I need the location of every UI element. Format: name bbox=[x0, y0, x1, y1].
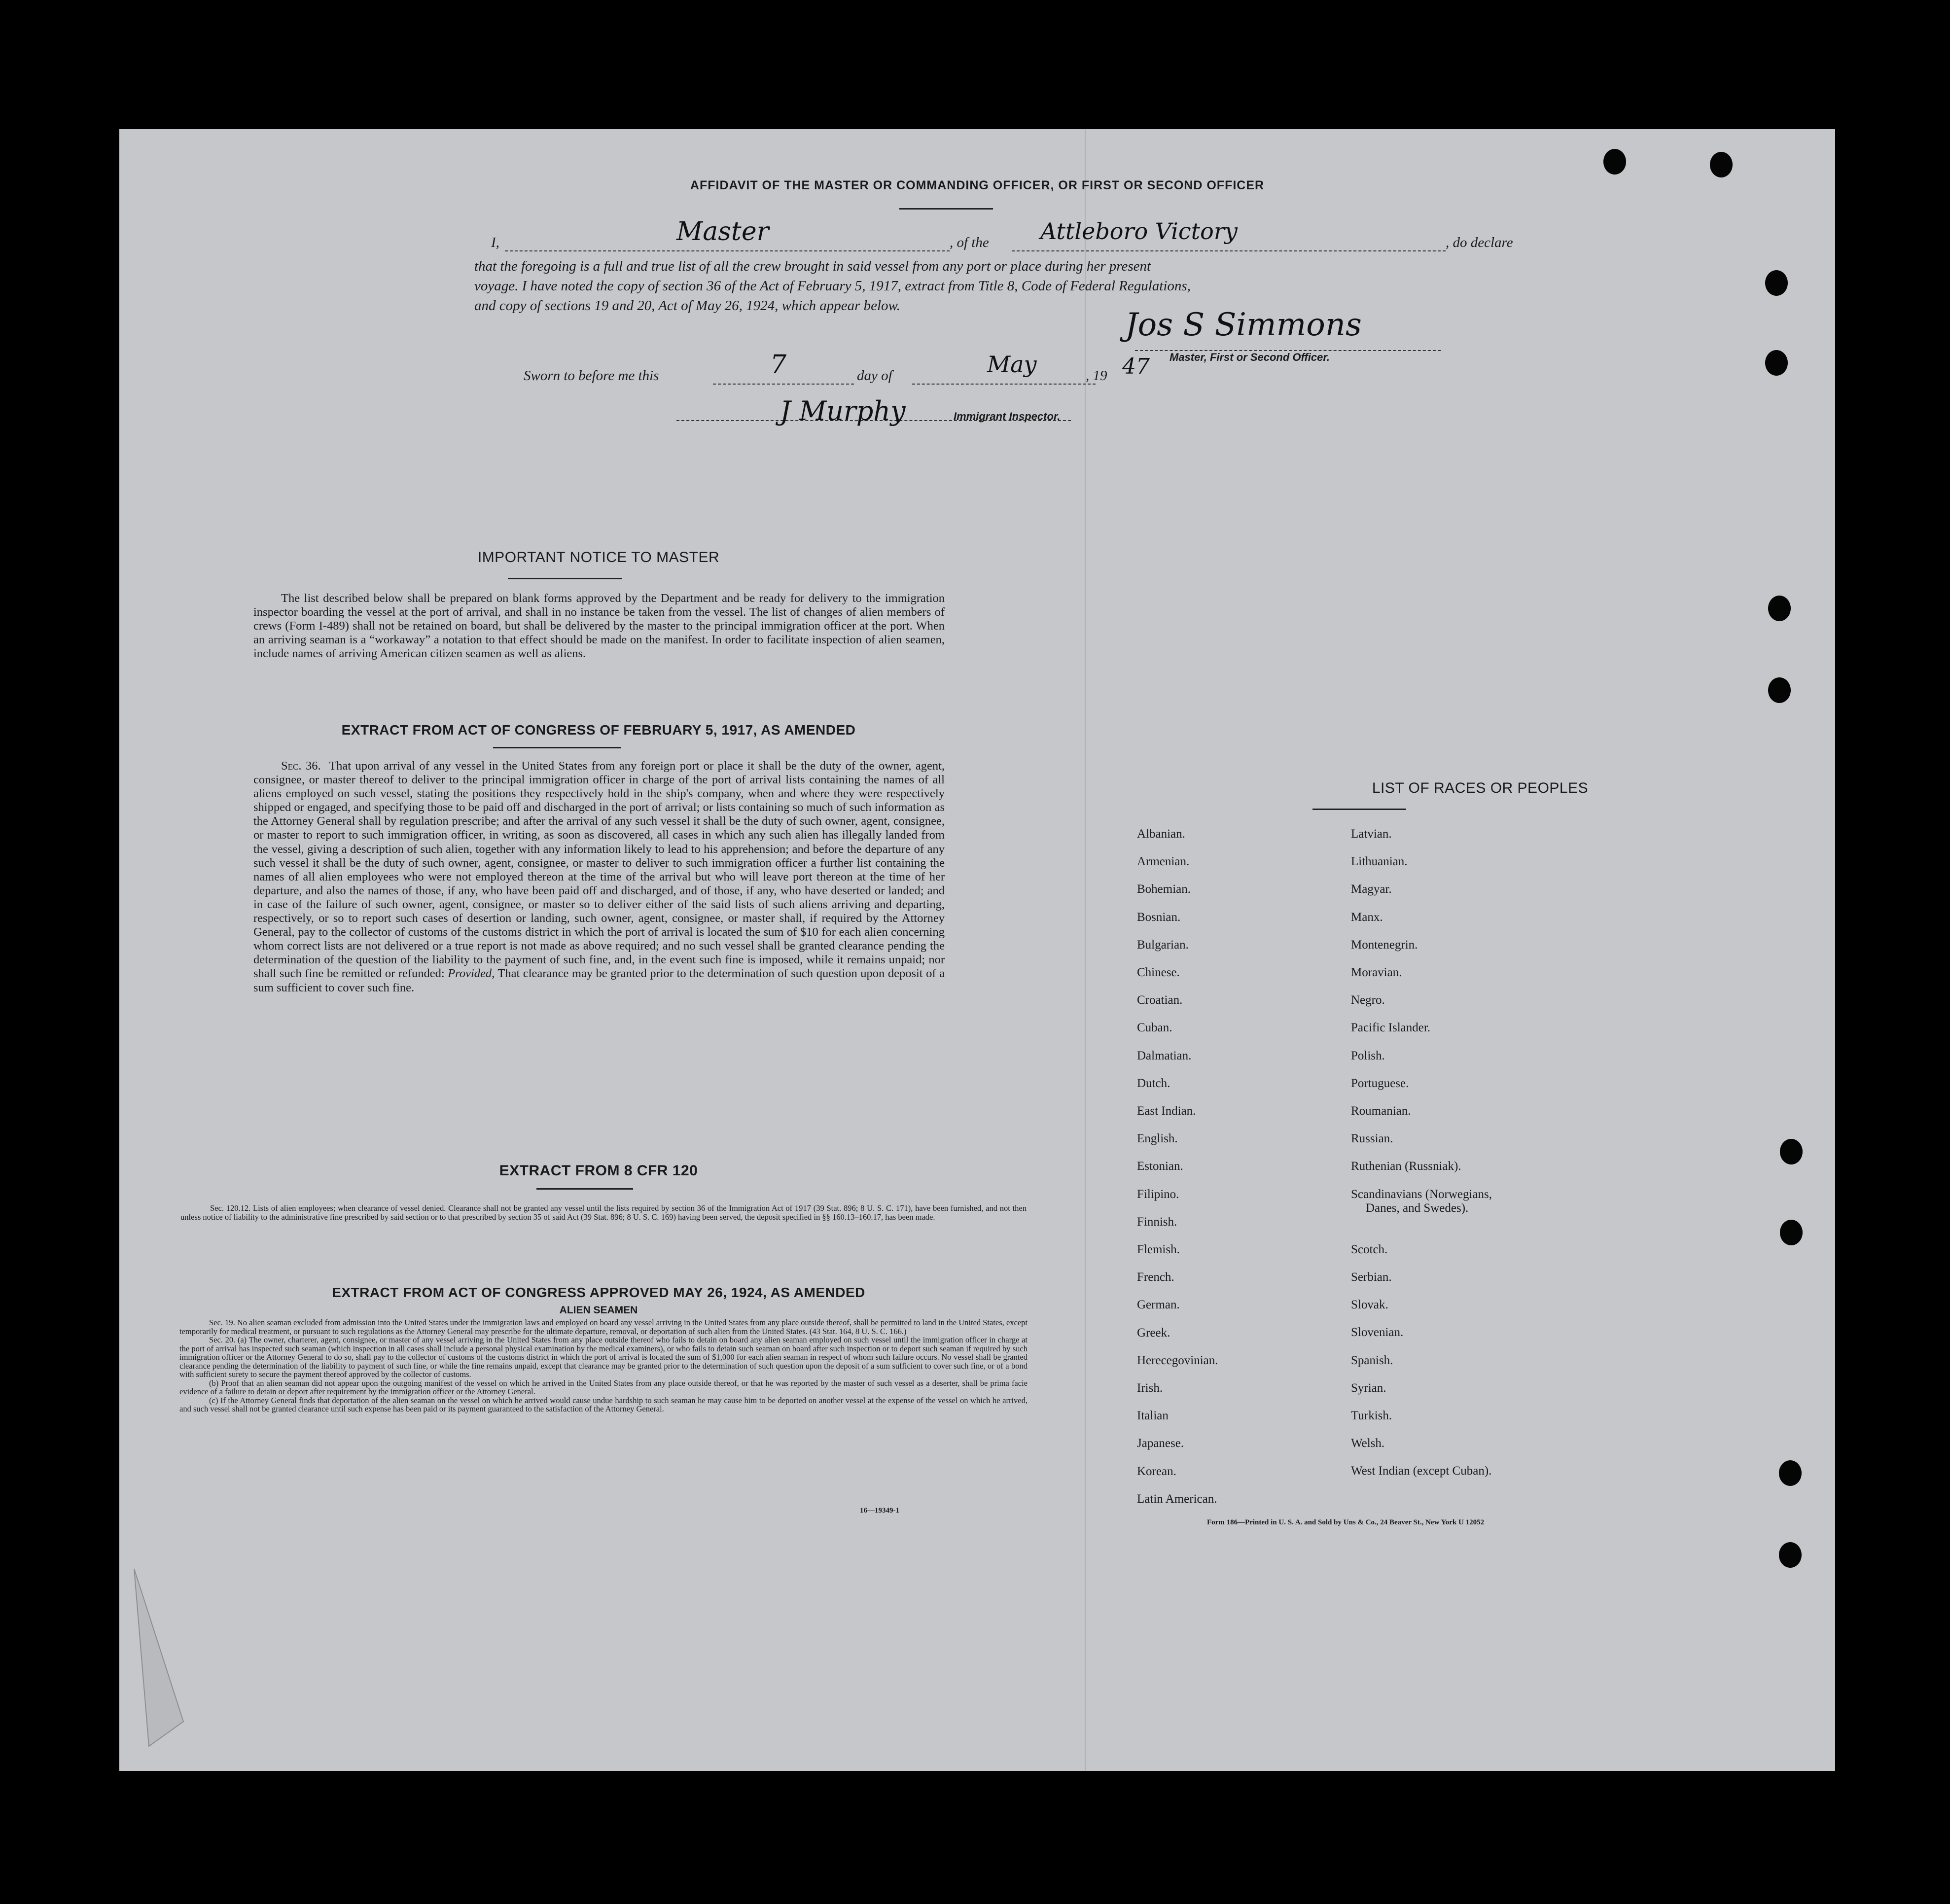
race-item: Syrian. bbox=[1351, 1381, 1386, 1395]
race-item: West Indian (except Cuban). bbox=[1351, 1464, 1492, 1478]
act1924-subtitle: ALIEN SEAMEN bbox=[559, 1305, 638, 1316]
race-item: Pacific Islander. bbox=[1351, 1021, 1431, 1035]
race-item: Polish. bbox=[1351, 1049, 1385, 1062]
race-item: Portuguese. bbox=[1351, 1076, 1409, 1090]
act1924-text bbox=[179, 1318, 1028, 1413]
race-item: Danes, and Swedes). bbox=[1366, 1201, 1469, 1215]
sec20b-text: (b) Proof that an alien seaman did not appear upon the outgoing manifest of the vessel on which he arrived in the United States from any place outside thereof, or that he was reported by the master of such vessel as a deserter, shall be prima facie evidence of a failure to detain or deport after requirement by the immigration officer or the Attorney General. bbox=[179, 1378, 1028, 1396]
race-item: Negro. bbox=[1351, 993, 1385, 1007]
race-item: Moravian. bbox=[1351, 966, 1402, 979]
cfr-text: Sec. 120.12. Lists of alien employees; when clearance of vessel denied. Clearance shall not be granted any vessel until the lists required by section 36 of the Immigration Act of 1917 (39 Stat. 896; 8 U. S. C. 171), have been furnished, and not then unless notice of liability to the administrative fine prescribed by said section or to that prescribed by section 35 of said Act (39 Stat. 896; 8 U. S. C. 169) having been served, the deposit specified in §§ 160.13–160.17, has been made. bbox=[180, 1203, 1027, 1222]
race-item: Japanese. bbox=[1137, 1437, 1184, 1450]
title-rule bbox=[899, 208, 993, 210]
punch-hole bbox=[1779, 1542, 1802, 1568]
inspector-signature: J Murphy bbox=[780, 395, 906, 426]
race-item: Bosnian. bbox=[1137, 910, 1181, 924]
cfr-rule bbox=[536, 1188, 633, 1190]
printer-footer: Form 186—Printed in U. S. A. and Sold by Uns & Co., 24 Beaver St., New York U 12052 bbox=[1207, 1518, 1485, 1526]
month-handwriting: May bbox=[987, 351, 1037, 378]
race-item: Turkish. bbox=[1351, 1409, 1392, 1422]
year-prefix: , 19 bbox=[1086, 368, 1107, 384]
punch-hole bbox=[1780, 1139, 1803, 1164]
race-item: Greek. bbox=[1137, 1326, 1170, 1340]
race-item: Korean. bbox=[1137, 1464, 1176, 1478]
race-item: Dalmatian. bbox=[1137, 1049, 1192, 1062]
race-item: Chinese. bbox=[1137, 966, 1180, 979]
of-the-text: , of the bbox=[950, 235, 989, 250]
race-item: Cuban. bbox=[1137, 1021, 1172, 1035]
form-code: 16—19349-1 bbox=[860, 1507, 899, 1515]
race-item: Slovenian. bbox=[1351, 1326, 1404, 1340]
sworn-text: Sworn to before me this bbox=[524, 368, 659, 384]
punch-hole bbox=[1603, 149, 1626, 175]
act1924-title: EXTRACT FROM ACT OF CONGRESS APPROVED MAY 26, 1924, AS AMENDED bbox=[332, 1285, 865, 1300]
race-item: Finnish. bbox=[1137, 1215, 1177, 1229]
race-item: French. bbox=[1137, 1270, 1174, 1284]
race-item: Manx. bbox=[1351, 910, 1383, 924]
sec20c-text: (c) If the Attorney General finds that deportation of the alien seaman on the vessel on which he arrived would cause undue hardship to such seaman he may cause him to be deported on another vessel at the expense of the vessel on which he arrived, and such vessel shall not be granted clearance until such expense has been paid or its payment guaranteed to the satisfaction of the Attorney General. bbox=[179, 1395, 1028, 1413]
race-item: Roumanian. bbox=[1351, 1104, 1411, 1118]
race-item: Croatian. bbox=[1137, 993, 1183, 1007]
declarant-line bbox=[505, 250, 950, 251]
race-item: Lithuanian. bbox=[1351, 855, 1408, 869]
day-of-text: day of bbox=[857, 368, 892, 384]
day-handwriting: 7 bbox=[770, 350, 787, 380]
affidavit-prefix: I, bbox=[491, 235, 499, 250]
do-declare-text: , do declare bbox=[1446, 235, 1513, 250]
race-item: Serbian. bbox=[1351, 1270, 1392, 1284]
sec36-label: Sec. 36. bbox=[281, 759, 321, 773]
year-handwriting: 47 bbox=[1122, 354, 1150, 379]
affidavit-line-2: that the foregoing is a full and true list of all the crew brought in said vessel from any port or place during her present bbox=[474, 258, 1151, 274]
race-item: Herecegovinian. bbox=[1137, 1353, 1218, 1367]
cfr-title: EXTRACT FROM 8 CFR 120 bbox=[499, 1163, 698, 1179]
notice-title: IMPORTANT NOTICE TO MASTER bbox=[477, 549, 720, 565]
punch-hole bbox=[1765, 270, 1788, 296]
vessel-line bbox=[1012, 250, 1446, 251]
act1917-title: EXTRACT FROM ACT OF CONGRESS OF FEBRUARY 5, 1917, AS AMENDED bbox=[341, 722, 856, 738]
race-item: Scandinavians (Norwegians, bbox=[1351, 1187, 1492, 1201]
races-rule bbox=[1312, 809, 1406, 810]
act1917-text bbox=[253, 759, 945, 995]
race-item: German. bbox=[1137, 1298, 1180, 1312]
provided-label: Provided, bbox=[448, 967, 495, 981]
race-item: Ruthenian (Russniak). bbox=[1351, 1160, 1461, 1173]
notice-rule bbox=[508, 578, 622, 579]
race-item: Welsh. bbox=[1351, 1437, 1385, 1450]
race-item: Slovak. bbox=[1351, 1298, 1388, 1312]
master-signature: Jos S Simmons bbox=[1125, 307, 1362, 343]
race-item: Latvian. bbox=[1351, 827, 1392, 841]
notice-text: The list described below shall be prepared on blank forms approved by the Department and be ready for delivery to the immigration inspector boarding the vessel at the port of arrival, and shall in no instance be taken from the vessel. The list of changes of alien members of crews (Form I-489) shall not be retained on board, but shall be delivered by the master to the principal immigration officer at the port. When an arriving seaman is a “workaway” a notation to that effect should be made on the manifest. In order to facilitate inspection of alien seamen, include names of arriving American citizen seamen as well as aliens. bbox=[253, 592, 945, 661]
sec20a-text: Sec. 20. (a) The owner, charterer, agent, consignee, or master of any vessel arriving in the United States from any place outside thereof who fails to detain on board any alien seaman employed on such vessel until the immigration officer in charge at the port of arrival has inspected such seaman (which inspection in all cases shall include a personal physical examination by the medical examiners), or who fails to detain such seaman on board after such inspection or to deport such seaman if required by such immigration officer or the Attorney General to do so, shall pay to the collector of customs of the customs district in which the port of arrival is located the sum of $1,000 for each alien seaman in respect of whom such failure occurs. No vessel shall be granted clearance pending the determination of the liability to payment of such fine, or while the fine remains unpaid, except that clearance may be granted prior to the determination of such question upon the deposit of a sum sufficient to cover such fine, or of a bond with sufficient surety to secure the payment thereof approved by the collector of customs. bbox=[179, 1335, 1028, 1379]
vessel-handwriting: Attleboro Victory bbox=[1040, 218, 1238, 245]
punch-hole bbox=[1768, 677, 1791, 703]
sec36-body: That upon arrival of any vessel in the United States from any foreign port or place it shall be the duty of the owner, agent, consignee, or master thereof to deliver to the principal immigration officer in charge of the port of arrival lists containing the names of all aliens employed on such vessel, stating the positions they respectively hold in the ship's company, when and where they were respectively shipped or engaged, and specifying those to be paid off and discharged in the port of arrival; or lists containing so much of such information as the Attorney General shall by regulation prescribe; and after the arrival of any such vessel it shall be the duty of such owner, agent, consignee, or master to report to such immigration officer, in writing, as soon as discovered, all cases in which any such alien has illegally landed from the vessel, giving a description of such alien, together with any information likely to lead to his apprehension; and before the departure of any such vessel it shall be the duty of such owner, agent, consignee, or master to deliver to such immigration officer a further list containing the names of all alien employees who were not employed thereon at the time of the arrival but who will leave port thereon at the time of her departure, and also the names of those, if any, who have been paid off and discharged, and of those, if any, who have deserted or landed; and in case of the failure of such owner, agent, consignee, or master so to deliver either of the said lists of such aliens arriving and departing, respectively, or so to report such cases of desertion or landing, such owner, agent, consignee, or master shall, if required by the Attorney General, pay to the collector of customs of the customs district in which the port of arrival is located the sum of $10 for each alien concerning whom correct lists are not delivered or a true report is not made as above required; and no such vessel shall be granted clearance pending the determination of the question of the liability to the payment of such fine, and, in the event such fine is imposed, while it remains unpaid; nor shall such fine be remitted or refunded: bbox=[253, 759, 945, 981]
declarant-handwriting: Master bbox=[676, 217, 769, 247]
race-item: Latin American. bbox=[1137, 1492, 1217, 1506]
race-item: East Indian. bbox=[1137, 1104, 1196, 1118]
race-item: Albanian. bbox=[1137, 827, 1185, 841]
punch-hole bbox=[1765, 350, 1788, 376]
punch-hole bbox=[1710, 152, 1733, 177]
act1917-rule bbox=[493, 747, 621, 748]
punch-hole bbox=[1768, 596, 1791, 621]
affidavit-line-4: and copy of sections 19 and 20, Act of May 26, 1924, which appear below. bbox=[474, 298, 900, 314]
race-item: English. bbox=[1137, 1132, 1178, 1146]
race-item: Flemish. bbox=[1137, 1243, 1180, 1256]
race-item: Filipino. bbox=[1137, 1187, 1179, 1201]
affidavit-title: AFFIDAVIT OF THE MASTER OR COMMANDING OFFICER, OR FIRST OR SECOND OFFICER bbox=[690, 178, 1265, 192]
sec36-end: That clearance may be granted prior to the determination of such question upon deposit of a sum sufficient to cover such fine. bbox=[253, 967, 945, 994]
master-signature-caption: Master, First or Second Officer. bbox=[1170, 351, 1330, 363]
race-item: Bulgarian. bbox=[1137, 938, 1189, 952]
inspector-caption: Immigrant Inspector. bbox=[954, 410, 1061, 423]
race-item: Bohemian. bbox=[1137, 882, 1191, 896]
race-item: Estonian. bbox=[1137, 1160, 1183, 1173]
race-item: Irish. bbox=[1137, 1381, 1163, 1395]
race-item: Magyar. bbox=[1351, 882, 1392, 896]
race-item: Armenian. bbox=[1137, 855, 1190, 869]
race-item: Italian bbox=[1137, 1409, 1169, 1423]
race-item: Montenegrin. bbox=[1351, 938, 1418, 952]
sec19-text: Sec. 19. No alien seaman excluded from admission into the United States under the immigration laws and employed on board any vessel arriving in the United States from any place outside thereof, shall be permitted to land in the United States, except temporarily for medical treatment, or pursuant to such regulations as the Attorney General may prescribe for the ultimate departure, removal, or deportation of such alien from the United States. (43 Stat. 164, 8 U. S. C. 166.) bbox=[179, 1318, 1028, 1336]
punch-hole bbox=[1780, 1220, 1803, 1245]
month-line bbox=[912, 384, 1096, 385]
document-page bbox=[119, 129, 1835, 1771]
race-item: Scotch. bbox=[1351, 1242, 1388, 1256]
folded-corner bbox=[129, 1559, 198, 1766]
race-item: Spanish. bbox=[1351, 1353, 1393, 1367]
race-item: Dutch. bbox=[1137, 1076, 1170, 1090]
day-line bbox=[713, 384, 854, 385]
affidavit-line-3: voyage. I have noted the copy of section 36 of the Act of February 5, 1917, extract from Title 8, Code of Federal Regulations, bbox=[474, 278, 1191, 294]
races-title: LIST OF RACES OR PEOPLES bbox=[1372, 780, 1589, 796]
race-item: Russian. bbox=[1351, 1132, 1393, 1146]
punch-hole bbox=[1779, 1460, 1802, 1486]
